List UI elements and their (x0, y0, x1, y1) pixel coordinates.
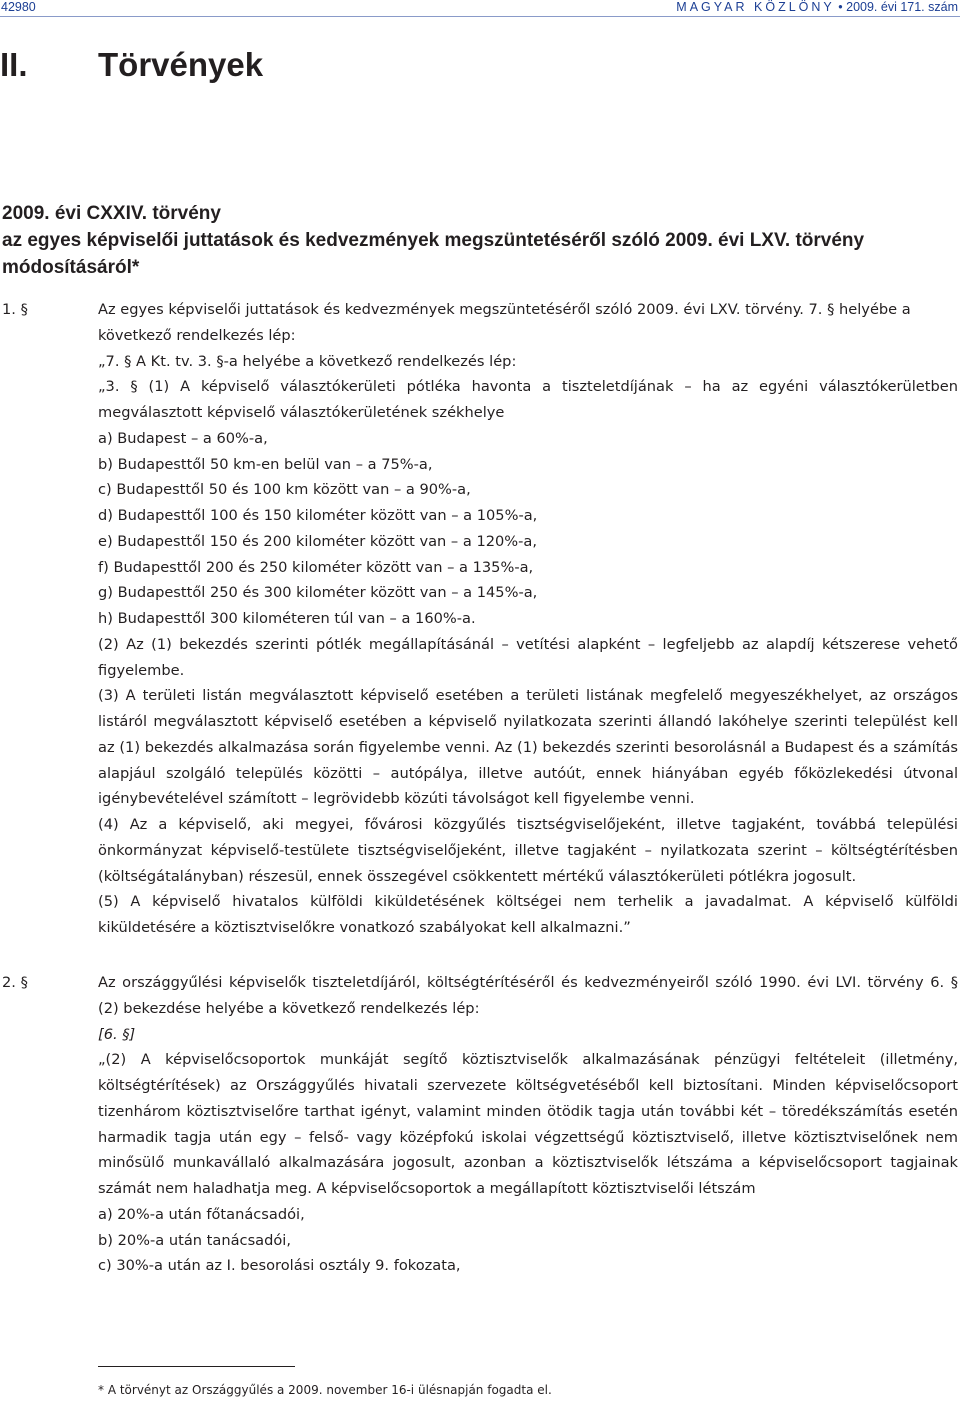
paragraph-4: (4) Az a képviselő, aki megyei, fővárosi közgyűlés tisztségviselőjeként, illetve tagjaként, továbbá települési önkormányzat képviselő-testülete tisztségviselőjeként, illetve tagjaként – nyilatkozata szerint – költségtérítésben (költségátalányban) részesül, ennek összegével csökkentett mértékű választókerületi pótlékra jogosult. (98, 816, 958, 885)
header-divider (0, 16, 960, 17)
list-item: a) Budapest – a 60%-a, (98, 429, 268, 447)
list-item: b) 20%-a után tanácsadói, (98, 1231, 291, 1249)
list-item: g) Budapesttől 250 és 300 kilométer között van – a 145%-a, (98, 584, 538, 602)
law-title (2, 200, 952, 281)
footnote: * A törvényt az Országgyűlés a 2009. november 16-i ülésnapján fogadta el. (98, 1383, 552, 1397)
section-marker: 2. § (2, 974, 28, 991)
section-marker: 1. § (2, 301, 28, 318)
paragraph-1: „3. § (1) A képviselő választókerületi pótléka havonta a tiszteletdíjának – ha az egyéni választókerületben megválasztott képviselő választókerületének székhelye (98, 378, 958, 421)
part-number: II. (0, 46, 28, 83)
paragraph-2-quoted: „(2) A képviselőcsoportok munkáját segítő köztisztviselők alkalmazásának pénzügyi feltételeit (illetmény, költségtérítések) az Országgyűlés hivatali szervezete költségvetéséből kell biztosítani. Minden képviselőcsoport tizenhárom köztisztviselőre tarthat igényt, valamint minden ötödik tagja után további két – töredékszámítás esetén harmadik tagja után egy – felső- vagy középfokú iskolai végzettségű köztisztviselő, illetve köztisztviselőnek nem minősülő munkavállaló alkalmazására jogosult, azonban a köztisztviselők létszáma a képviselőcsoport tagjainak számát nem haladhatja meg. A képviselőcsoportok a megállapított köztisztviselői létszám (98, 1051, 958, 1197)
list-item: f) Budapesttől 200 és 250 kilométer között van – a 135%-a, (98, 558, 534, 576)
section-2-content (98, 970, 958, 1279)
list-item: b) Budapesttől 50 km-en belül van – a 75%-a, (98, 455, 433, 473)
list-item: c) Budapesttől 50 és 100 km között van – a 90%-a, (98, 481, 471, 499)
part-title: Törvények (98, 46, 264, 83)
separator-bullet: • (838, 0, 843, 14)
journal-name: MAGYAR KÖZLÖNY (676, 0, 835, 14)
bracket-reference: [6. §] (98, 1025, 136, 1043)
law-title-line: az egyes képviselői juttatások és kedvezmények megszüntetéséről szóló 2009. évi LXV. törvény (2, 230, 865, 251)
paragraph-3: (3) A területi listán megválasztott képviselő esetében a területi listának megfelelő megyeszékhelyet, az országos listáról megválasztott képviselő esetében a képviselő nyilatkozata szerinti állandó lakóhelye szerinti települést kell az (1) bekezdés alkalmazása során figyelembe venni. Az (1) bekezdés szerinti besorolásnál a Budapest és a számítás alapjául szolgáló település közötti – autópálya, illetve autóút, ennek hiányában egyéb főközlekedési útvonal igénybevételével számított – legrövidebb közúti távolságot kell figyelembe venni. (98, 687, 958, 808)
law-title-line: módosításáról* (2, 257, 140, 278)
issue-number: 2009. évi 171. szám (846, 0, 958, 14)
quoted-amendment-line: „7. § A Kt. tv. 3. §-a helyébe a következő rendelkezés lép: (98, 352, 517, 370)
journal-title (676, 0, 958, 14)
list-item: a) 20%-a után főtanácsadói, (98, 1205, 305, 1223)
amendment-intro: Az egyes képviselői juttatások és kedvezmények megszüntetéséről szóló 2009. évi LXV. törvény. 7. § helyébe a következő rendelkezés lép: (98, 301, 911, 344)
list-item: d) Budapesttől 100 és 150 kilométer között van – a 105%-a, (98, 507, 538, 524)
section-1-content (98, 297, 958, 941)
list-item: e) Budapesttől 150 és 200 kilométer között van – a 120%-a, (98, 532, 538, 550)
amendment-intro: Az országgyűlési képviselők tiszteletdíjáról, költségtérítéséről és kedvezményeiről szóló 1990. évi LVI. törvény 6. § (2) bekezdése helyébe a következő rendelkezés lép: (98, 974, 958, 1017)
running-header (0, 0, 960, 18)
paragraph-2: (2) Az (1) bekezdés szerinti pótlék megállapításánál – vetítési alapként – legfeljebb az alapdíj kétszerese vehető figyelembe. (98, 635, 958, 679)
page-number: 42980 (1, 0, 36, 14)
footnote-divider (98, 1366, 295, 1367)
paragraph-5: (5) A képviselő hivatalos külföldi kiküldetésének költségei nem terhelik a javadalmat. A képviselő külföldi kiküldetésére a köztisztviselőkre vonatkozó szabályokat kell alkalmazni.” (98, 893, 958, 936)
list-item: c) 30%-a után az I. besorolási osztály 9. fokozata, (98, 1257, 461, 1275)
law-title-line: 2009. évi CXXIV. törvény (2, 203, 221, 224)
list-item: h) Budapesttől 300 kilométeren túl van – a 160%-a. (98, 610, 476, 627)
